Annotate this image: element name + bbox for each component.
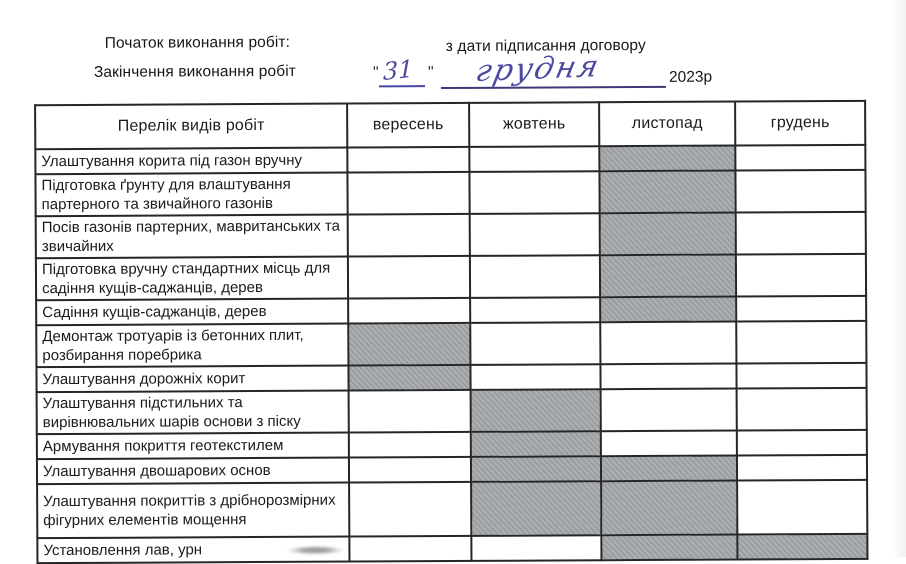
month-cell-грудень — [736, 296, 866, 322]
month-cell-листопад-shaded — [601, 456, 737, 482]
column-header-october: жовтень — [469, 102, 599, 147]
month-cell-жовтень-shaded — [471, 481, 601, 536]
start-of-works-label: Початок виконання робіт: — [104, 33, 291, 52]
work-type-cell: Посів газонів партерних, мавританських та звичайних — [36, 215, 348, 259]
month-cell-листопад-shaded — [600, 255, 736, 298]
work-type-cell: Улаштування двошарових основ — [37, 458, 349, 485]
month-cell-жовтень-shaded — [471, 389, 601, 432]
month-cell-вересень — [349, 432, 471, 458]
month-cell-жовтень — [470, 322, 600, 365]
table-row — [37, 388, 867, 434]
table-row — [37, 480, 867, 538]
work-type-cell: Улаштування покриттів з дрібнорозмірних фігурних елементів мощення — [37, 483, 349, 539]
month-cell-грудень — [736, 363, 866, 389]
start-of-works-value: з дати підписання договору — [445, 36, 646, 56]
work-type-cell: Установлення лав, урн — [37, 537, 349, 564]
work-type-cell: Улаштування підстильних та вирівнювальних шарів основи з піску — [37, 391, 349, 435]
table-row — [36, 254, 866, 300]
month-cell-листопад — [601, 389, 737, 432]
month-cell-жовтень-shaded — [471, 431, 601, 457]
end-date-handwritten-zone — [369, 49, 713, 97]
month-cell-вересень — [348, 256, 470, 299]
table-header-row — [35, 101, 865, 149]
month-cell-грудень — [737, 480, 867, 535]
table-row — [36, 212, 866, 258]
month-cell-грудень-shaded — [737, 534, 867, 560]
handwritten-month: грудня — [472, 49, 604, 90]
month-cell-жовтень — [470, 213, 600, 256]
month-cell-грудень — [735, 145, 865, 171]
month-cell-вересень — [349, 457, 471, 483]
month-cell-вересень — [349, 482, 471, 537]
month-cell-грудень — [736, 212, 866, 255]
month-cell-грудень — [737, 455, 867, 481]
month-cell-вересень — [349, 536, 471, 562]
month-cell-листопад-shaded — [600, 213, 736, 256]
month-cell-листопад-shaded — [599, 171, 735, 214]
month-cell-листопад — [600, 322, 736, 365]
month-cell-листопад — [601, 431, 737, 457]
month-cell-жовтень — [470, 255, 600, 298]
month-cell-листопад-shaded — [601, 535, 737, 561]
work-type-cell: Садіння кущів-саджанців, дерев — [36, 299, 348, 326]
day-underline — [379, 85, 425, 87]
work-type-cell: Улаштування дорожніх корит — [36, 366, 348, 393]
page-edge-shadow — [892, 0, 906, 557]
month-cell-вересень — [347, 147, 469, 173]
scan-smudge-artifact — [287, 546, 343, 555]
month-cell-вересень — [347, 172, 469, 215]
month-cell-грудень — [737, 430, 867, 456]
table-row — [35, 170, 865, 216]
month-cell-вересень — [348, 298, 470, 324]
table-row — [36, 321, 866, 367]
table-row — [37, 534, 867, 563]
column-header-november: листопад — [599, 102, 735, 147]
quote-open: " — [372, 64, 379, 82]
month-cell-жовтень-shaded — [471, 456, 601, 482]
month-cell-жовтень — [469, 171, 599, 214]
work-type-cell: Армування покриття геотекстилем — [37, 433, 349, 460]
month-cell-грудень — [736, 321, 866, 364]
month-cell-жовтень — [471, 535, 601, 561]
month-cell-грудень — [735, 170, 865, 213]
month-cell-листопад-shaded — [600, 297, 736, 323]
month-cell-грудень — [737, 388, 867, 431]
column-header-december: грудень — [735, 101, 865, 146]
work-type-cell: Підготовка ґрунту для влаштування партерного та звичайного газонів — [35, 173, 347, 217]
work-type-cell: Улаштування корита під газон вручну — [35, 148, 347, 175]
handwritten-day: 31 — [382, 54, 414, 87]
month-cell-вересень-shaded — [348, 365, 470, 391]
schedule-body — [35, 145, 867, 563]
month-cell-грудень — [736, 254, 866, 297]
month-cell-вересень-shaded — [348, 323, 470, 366]
work-type-cell: Демонтаж тротуарів із бетонних плит, розбирання поребрика — [36, 324, 348, 368]
month-cell-жовтень — [470, 297, 600, 323]
month-cell-листопад-shaded — [601, 481, 737, 536]
month-cell-жовтень — [469, 146, 599, 172]
work-type-cell: Підготовка вручну стандартних місць для садіння кущів-саджанців, дерев — [36, 257, 348, 301]
month-cell-листопад-shaded — [599, 146, 735, 172]
month-cell-жовтень — [470, 364, 600, 390]
month-cell-вересень — [349, 390, 471, 433]
month-cell-листопад — [600, 364, 736, 390]
quote-close: " — [427, 64, 434, 82]
column-header-september: вересень — [347, 103, 469, 148]
work-schedule-table — [34, 100, 868, 564]
month-cell-вересень — [348, 214, 470, 257]
column-header-work-types: Перелік видів робіт — [35, 104, 347, 150]
year-label: 2023р — [668, 68, 713, 86]
end-of-works-label: Закінчення виконання робіт — [93, 62, 296, 81]
